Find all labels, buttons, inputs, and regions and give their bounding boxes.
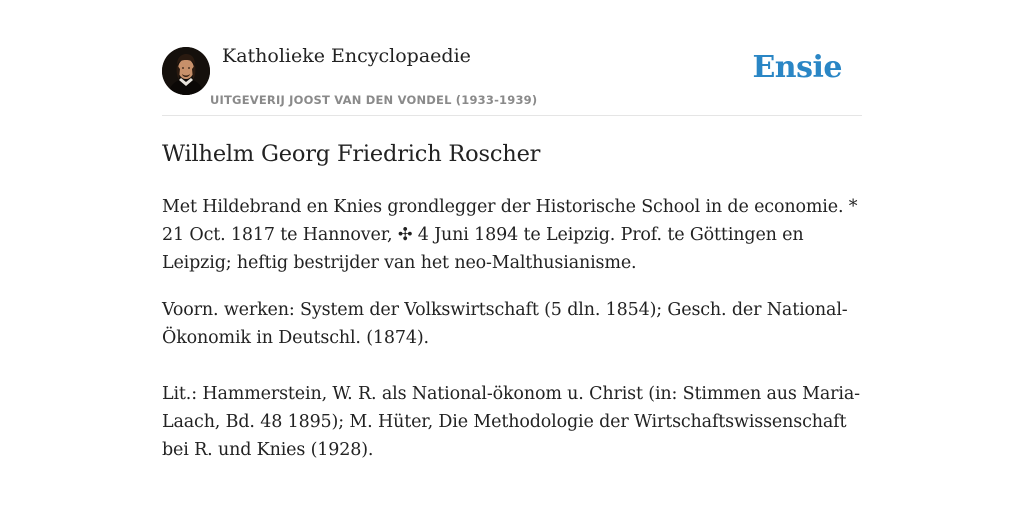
article — [162, 138, 862, 464]
header — [162, 0, 862, 116]
article-paragraph: Met Hildebrand en Knies grondlegger der Historische School in de economie. * 21 Oct. 1817 te Hannover, ✣ 4 Juni 1894 te Leipzig. Prof. te Göttingen en Leipzig; heftig bestrijder van het neo-Malthusianisme. — [162, 197, 858, 273]
article-paragraph: Voorn. werken: System der Volkswirtschaft (5 dln. 1854); Gesch. der National-Ökonomik in Deutschl. (1874). — [162, 300, 848, 348]
book-title[interactable]: Katholieke Encyclopaedie — [222, 45, 471, 67]
publisher-label: UITGEVERIJ JOOST VAN DEN VONDEL (1933-1939) — [210, 93, 538, 107]
article-title: Wilhelm Georg Friedrich Roscher — [162, 141, 541, 167]
portrait-avatar-icon[interactable] — [162, 47, 210, 95]
article-paragraph: Lit.: Hammerstein, W. R. als National-ökonom u. Christ (in: Stimmen aus Maria-Laach, Bd. 48 1895); M. Hüter, Die Methodologie der Wirtschaftswissenschaft bei R. und Knies (1928). — [162, 384, 860, 460]
ensie-logo[interactable]: Ensie — [752, 50, 842, 85]
